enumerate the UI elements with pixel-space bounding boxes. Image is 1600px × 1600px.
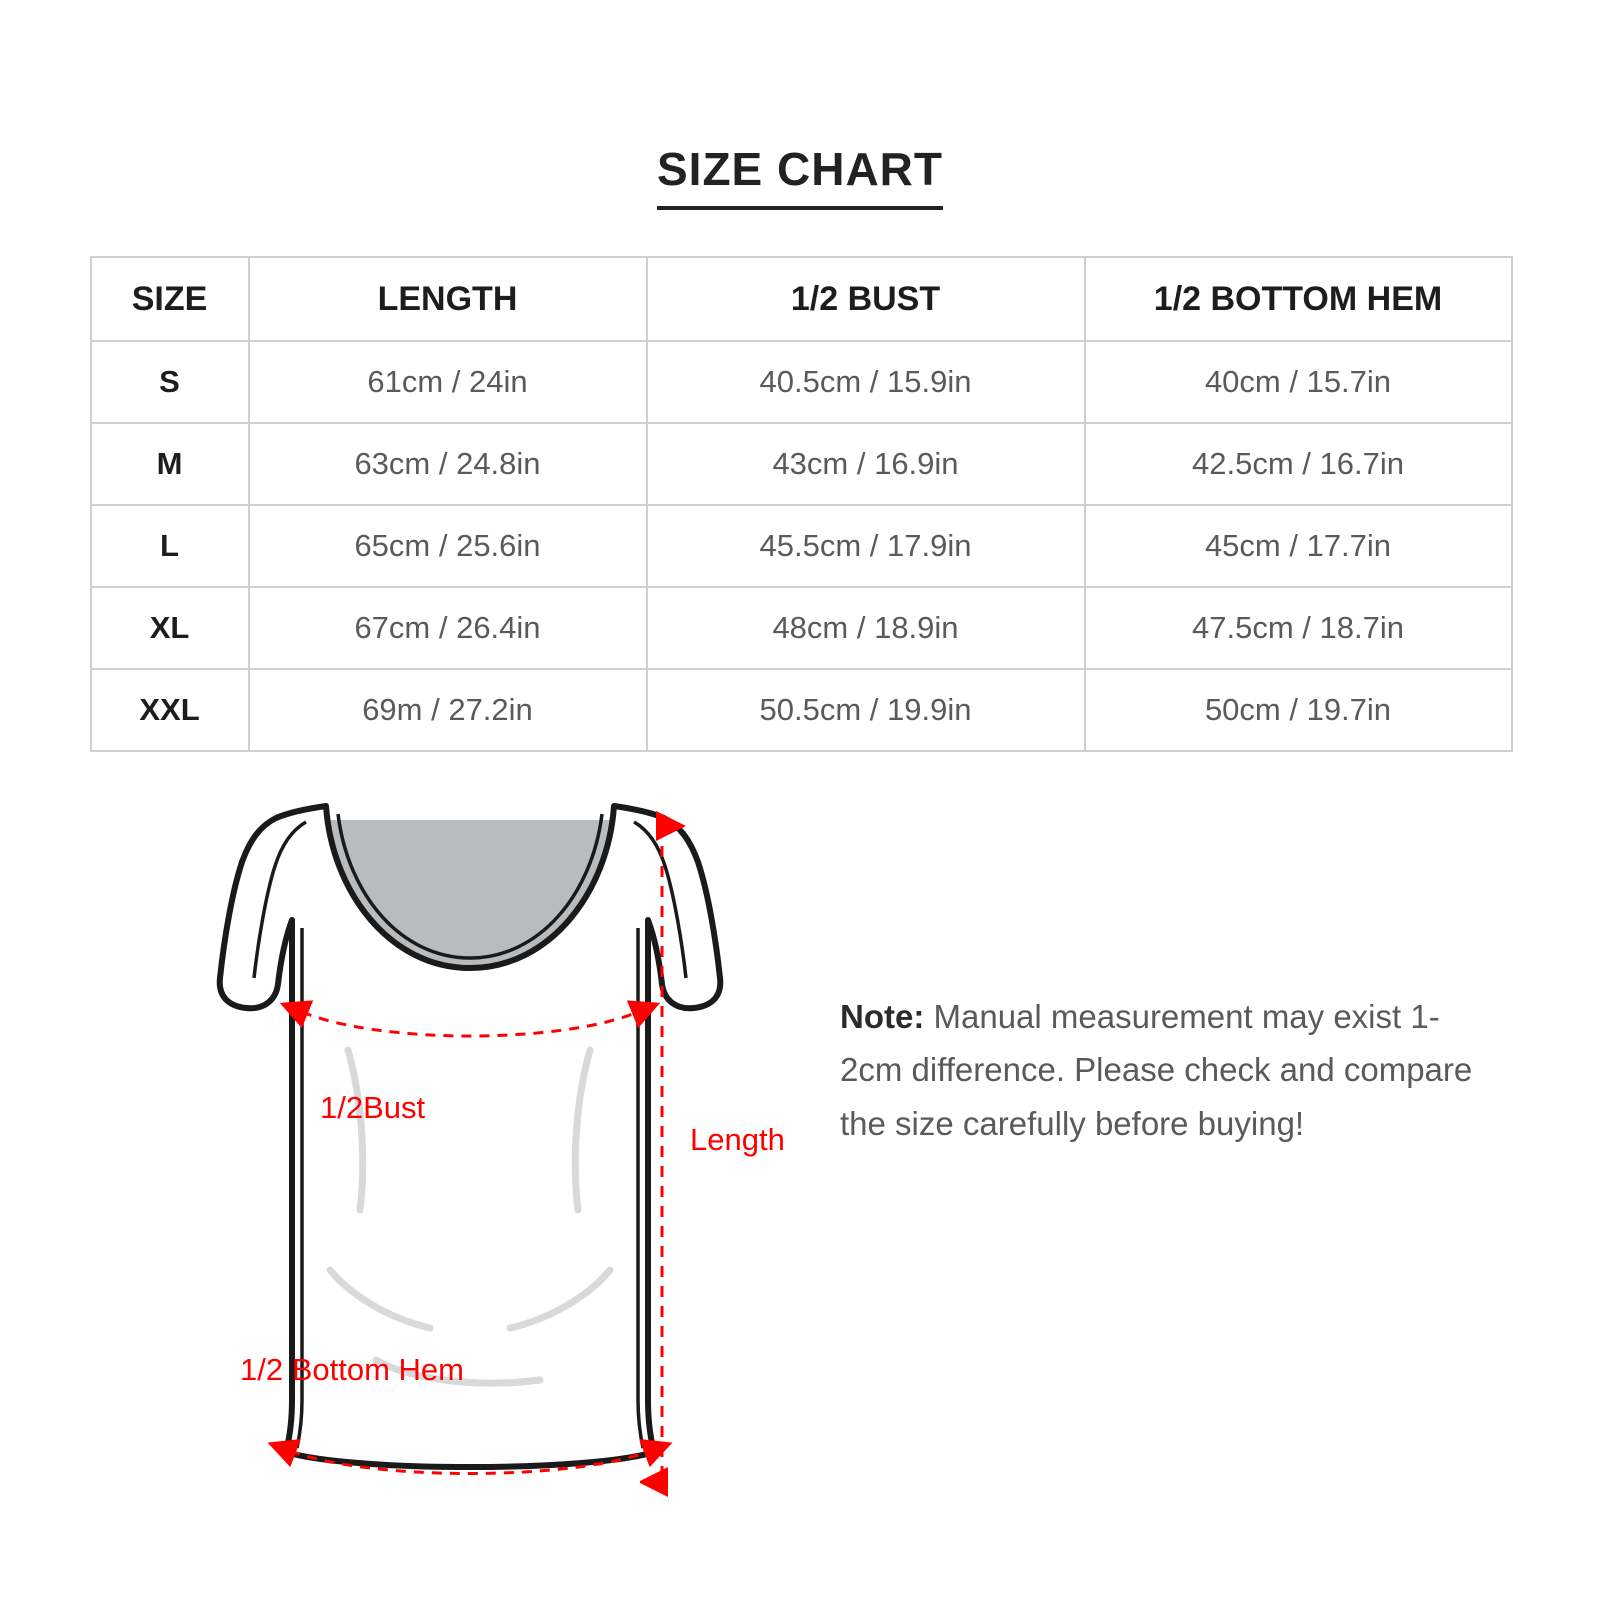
table-header-row xyxy=(91,257,1512,341)
table-row xyxy=(91,341,1512,423)
table-row xyxy=(91,669,1512,751)
cell-hem: 47.5cm / 18.7in xyxy=(1085,587,1512,669)
column-header-size: SIZE xyxy=(91,257,249,341)
page-title-container xyxy=(0,0,1600,210)
bust-label: 1/2Bust xyxy=(320,1090,426,1125)
size-chart-table-container xyxy=(90,256,1511,752)
cell-length: 61cm / 24in xyxy=(249,341,647,423)
cell-size: XXL xyxy=(91,669,249,751)
table-header xyxy=(91,257,1512,341)
cell-size: L xyxy=(91,505,249,587)
cell-hem: 42.5cm / 16.7in xyxy=(1085,423,1512,505)
column-header-bottom-hem: 1/2 BOTTOM HEM xyxy=(1085,257,1512,341)
cell-hem: 50cm / 19.7in xyxy=(1085,669,1512,751)
cell-length: 67cm / 26.4in xyxy=(249,587,647,669)
table-body xyxy=(91,341,1512,751)
cell-bust: 40.5cm / 15.9in xyxy=(647,341,1085,423)
cell-bust: 48cm / 18.9in xyxy=(647,587,1085,669)
note-body: Manual measurement may exist 1-2cm difference. Please check and compare the size carefully before buying! xyxy=(840,998,1473,1142)
cell-length: 65cm / 25.6in xyxy=(249,505,647,587)
cell-bust: 50.5cm / 19.9in xyxy=(647,669,1085,751)
cell-length: 69m / 27.2in xyxy=(249,669,647,751)
cell-bust: 43cm / 16.9in xyxy=(647,423,1085,505)
table-row xyxy=(91,423,1512,505)
cell-bust: 45.5cm / 17.9in xyxy=(647,505,1085,587)
length-label: Length xyxy=(690,1122,785,1157)
cell-hem: 40cm / 15.7in xyxy=(1085,341,1512,423)
note-prefix: Note: xyxy=(840,998,925,1035)
page-title: SIZE CHART xyxy=(657,142,943,210)
cell-size: XL xyxy=(91,587,249,669)
column-header-length: LENGTH xyxy=(249,257,647,341)
table-row xyxy=(91,505,1512,587)
cell-hem: 45cm / 17.7in xyxy=(1085,505,1512,587)
column-header-bust: 1/2 BUST xyxy=(647,257,1085,341)
note-text xyxy=(840,990,1480,1150)
bottom-hem-label: 1/2 Bottom Hem xyxy=(240,1352,464,1387)
cell-size: M xyxy=(91,423,249,505)
table-row xyxy=(91,587,1512,669)
cell-length: 63cm / 24.8in xyxy=(249,423,647,505)
cell-size: S xyxy=(91,341,249,423)
size-chart-table xyxy=(90,256,1513,752)
